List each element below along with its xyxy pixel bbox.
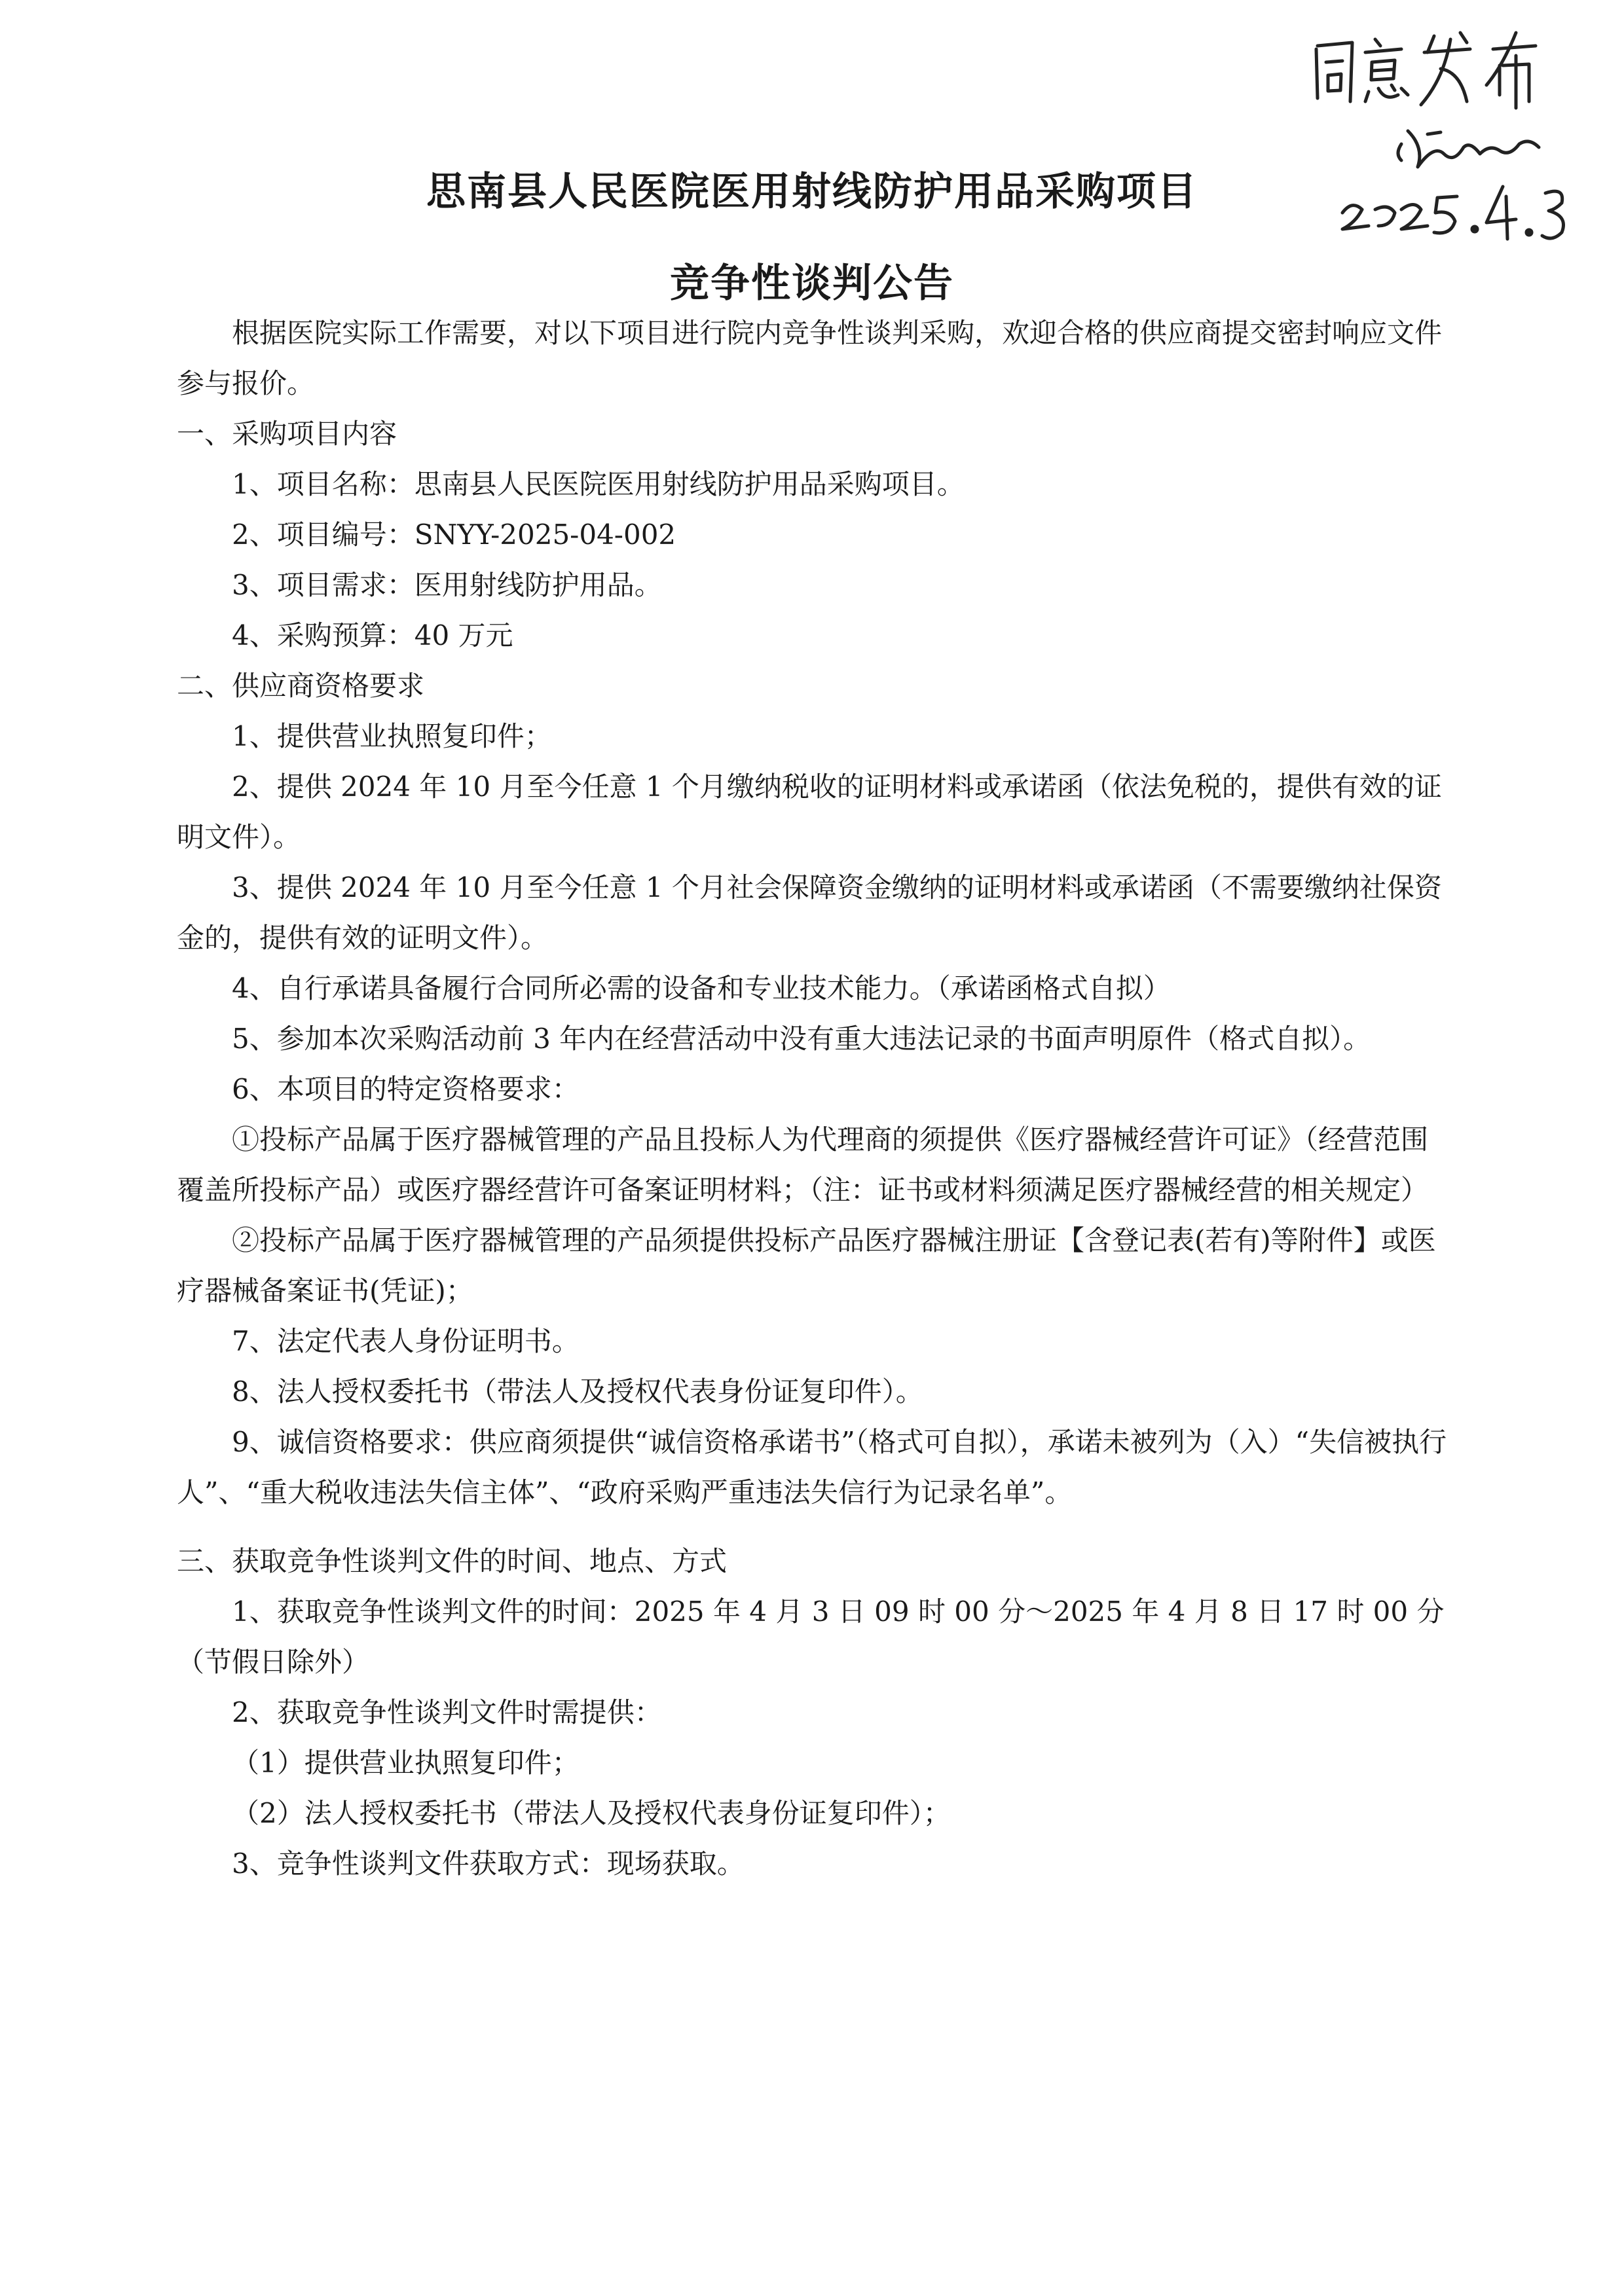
list-item: 2、项目编号：SNYY-2025-04-002 xyxy=(232,519,676,551)
section-heading-document-acquisition: 三、获取竞争性谈判文件的时间、地点、方式 xyxy=(177,1545,728,1577)
list-item: 3、提供 2024 年 10 月至今任意 1 个月社会保障资金缴纳的证明材料或承诺函（不需要缴纳社保资金的，提供有效的证明文件）。 xyxy=(177,871,1442,954)
list-item: 1、获取竞争性谈判文件的时间：2025 年 4 月 3 日 09 时 00 分～2025 年 4 月 8 日 17 时 00 分（节假日除外） xyxy=(177,1595,1445,1678)
list-item: ②投标产品属于医疗器械管理的产品须提供投标产品医疗器械注册证【含登记表(若有)等附件】或医疗器械备案证书(凭证)； xyxy=(177,1224,1436,1307)
list-item: 4、采购预算：40 万元 xyxy=(232,619,513,651)
document-body xyxy=(177,308,1454,1889)
list-item: 3、项目需求：医用射线防护用品。 xyxy=(232,569,662,601)
list-item: 5、参加本次采购活动前 3 年内在经营活动中没有重大违法记录的书面声明原件（格式自拟）。 xyxy=(232,1023,1371,1055)
section-heading-supplier-qualifications: 二、供应商资格要求 xyxy=(177,670,425,702)
list-item: ①投标产品属于医疗器械管理的产品且投标人为代理商的须提供《医疗器械经营许可证》（经营范围覆盖所投标产品）或医疗器经营许可备案证明材料；（注：证书或材料须满足医疗器械经营的相关规定） xyxy=(177,1123,1429,1206)
list-item: 2、提供 2024 年 10 月至今任意 1 个月缴纳税收的证明材料或承诺函（依法免税的，提供有效的证明文件）。 xyxy=(177,771,1442,853)
list-item: 8、法人授权委托书（带法人及授权代表身份证复印件）。 xyxy=(232,1376,923,1408)
document-subtitle: 竞争性谈判公告 xyxy=(670,261,954,306)
list-item: 4、自行承诺具备履行合同所必需的设备和专业技术能力。（承诺函格式自拟） xyxy=(232,972,1171,1004)
document-title: 思南县人民医院医用射线防护用品采购项目 xyxy=(426,169,1198,215)
list-item: 6、本项目的特定资格要求： xyxy=(232,1073,580,1105)
intro-paragraph: 根据医院实际工作需要，对以下项目进行院内竞争性谈判采购，欢迎合格的供应商提交密封响应文件参与报价。 xyxy=(177,317,1443,399)
list-item: 9、诚信资格要求：供应商须提供“诚信资格承诺书”（格式可自拟），承诺未被列为（入）“失信被执行人”、“重大税收违法失信主体”、“政府采购严重违法失信行为记录名单”。 xyxy=(177,1426,1447,1508)
list-item: （2）法人授权委托书（带法人及授权代表身份证复印件）； xyxy=(232,1797,951,1829)
list-item: 1、提供营业执照复印件； xyxy=(232,720,552,752)
list-item: 7、法定代表人身份证明书。 xyxy=(232,1325,580,1357)
section-heading-procurement-content: 一、采购项目内容 xyxy=(177,418,397,450)
list-item: （1）提供营业执照复印件； xyxy=(232,1747,580,1779)
list-item: 3、竞争性谈判文件获取方式：现场获取。 xyxy=(232,1848,745,1880)
list-item: 2、获取竞争性谈判文件时需提供： xyxy=(232,1696,662,1728)
list-item: 1、项目名称：思南县人民医院医用射线防护用品采购项目。 xyxy=(232,468,965,500)
